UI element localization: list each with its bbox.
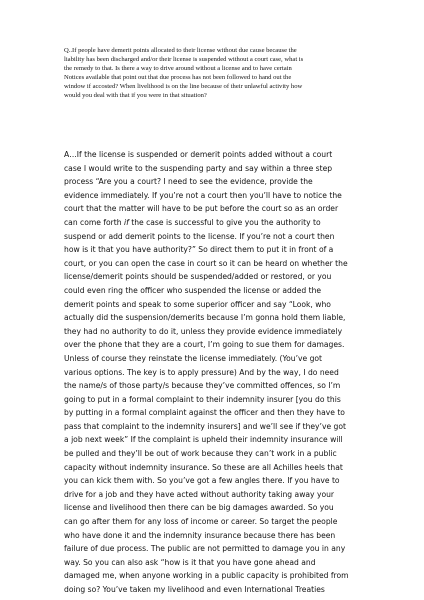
answer-line: can go after them for any loss of income or career. So target the people: [64, 517, 338, 527]
answer-line: case I would write to the suspending party and say within a three step: [64, 163, 333, 173]
question-line: Q..If people have demerit points allocated to their license without due cause because the: [64, 47, 297, 54]
answer-line: damaged me, when anyone working in a public capacity is prohibited from: [64, 571, 349, 581]
answer-line: the name/s of those party/s because they’ve committed offences, so I’m: [64, 381, 341, 391]
answer-line-text: can come forth: [64, 217, 125, 227]
question-line: the remedy to that. Is there a way to drive around without a license and to have certain: [64, 64, 292, 72]
answer-line: demerit points and speak to some superior officer and say “Look, who: [64, 299, 331, 309]
answer-line: you can kick them with. So you’ve got a few angles there. If you have to: [64, 476, 340, 486]
question-paragraph: [64, 47, 364, 100]
answer-line: going to put in a formal complaint to their indemnity insurer [you do this: [64, 394, 341, 404]
answer-line: who have done it and the indemnity insurance because there has been: [64, 530, 336, 540]
answer-line: process “Are you a court? I need to see the evidence, provide the: [64, 177, 313, 187]
answer-line: court, or you can open the case in court so it can be heard on whether the: [64, 258, 348, 268]
answer-line: doing so? You’ve taken my livelihood and even International Treaties: [64, 585, 325, 594]
answer-line: drive for a job and they have acted without authority taking away your: [64, 489, 335, 499]
answer-line: actually did the suspension/demerits because I’m gonna hold them liable,: [64, 313, 346, 323]
answer-line-emphasis: if: [124, 217, 129, 227]
question-line: Notices available that point out that due process has not been followed to hand out the: [64, 73, 292, 81]
answer-line: license and livelihood then there can be big damages awarded. So you: [64, 503, 334, 513]
question-line: would you deal with that if you were in that situation?: [64, 91, 207, 99]
answer-line: way. So you can also ask “how is it that you have gone ahead and: [64, 557, 316, 567]
question-line: window if accosted? When livelihood is on the line because of their unlawful activity how: [64, 82, 303, 90]
answer-line: [64, 216, 364, 230]
answer-line: pass that complaint to the indemnity insurers] and we’ll see if they’ve got: [64, 421, 346, 431]
answer-line: by putting in a formal complaint against the officer and then they have to: [64, 408, 345, 418]
answer-line: failure of due process. The public are not permitted to damage you in any: [64, 544, 346, 554]
answer-line: suspend or add demerit points to the license. If you’re not a court then: [64, 231, 335, 241]
question-line: liability has been discharged and/or their license is suspended without a court case, what is: [64, 55, 304, 63]
answer-line: license/demerit points should be suspended/added or restored, or you: [64, 272, 332, 282]
answer-line: be pulled and they’ll be out of work because they can’t work in a public: [64, 449, 337, 459]
answer-line: they had no authority to do it, unless they provide evidence immediately: [64, 326, 343, 336]
answer-line: over the phone that they are a court, I’m going to sue them for damages.: [64, 340, 345, 350]
answer-line: evidence immediately. If you’re not a court then you’ll have to notice the: [64, 190, 342, 200]
answer-line: capacity without indemnity insurance. So these are all Achilles heels that: [64, 462, 343, 472]
answer-line: Unless of course they reinstate the license immediately. (You’ve got: [64, 353, 323, 363]
answer-line: court that the matter will have to be put before the court so as an order: [64, 204, 339, 214]
answer-line: a job next week” If the complaint is upheld their indemnity insurance will: [64, 435, 343, 445]
answer-line: could even ring the officer who suspended the license or added the: [64, 285, 322, 295]
answer-paragraph: [64, 148, 364, 597]
answer-line: how is it that you have authority?” So direct them to put it in front of a: [64, 245, 334, 255]
answer-line: various options. The key is to apply pressure) And by the way, I do need: [64, 367, 339, 377]
answer-line-text: the case is successful to give you the authority to: [128, 217, 321, 227]
answer-line: A…If the license is suspended or demerit points added without a court: [64, 150, 333, 159]
